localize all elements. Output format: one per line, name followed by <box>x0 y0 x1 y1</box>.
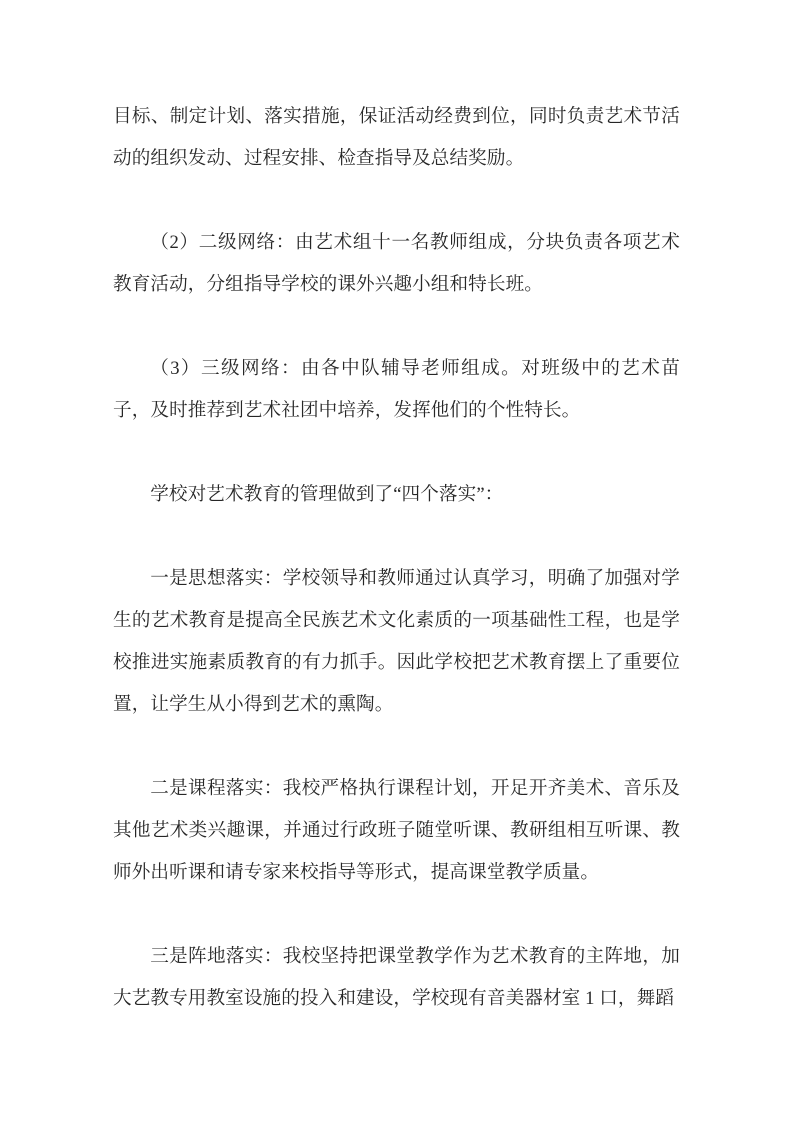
paragraph-implementation-3-facilities: 三是阵地落实：我校坚持把课堂教学作为艺术教育的主阵地，加大艺教专用教室设施的投入和建设，学校现有音美器材室 1 口，舞蹈 <box>113 946 680 1009</box>
paragraph-four-implementations-heading: 学校对艺术教育的管理做到了“四个落实”： <box>150 484 504 505</box>
paragraph-implementation-2-curriculum: 二是课程落实：我校严格执行课程计划，开足开齐美术、音乐及其他艺术类兴趣课，并通过行政班子随堂听课、教研组相互听课、教师外出听课和请专家来校指导等形式，提高课堂教学质量。 <box>113 778 680 883</box>
document-content <box>113 96 680 1020</box>
paragraph-implementation-1-thought: 一是思想落实：学校领导和教师通过认真学习，明确了加强对学生的艺术教育是提高全民族艺术文化素质的一项基础性工程，也是学校推进实施素质教育的有力抓手。因此学校把艺术教育摆上了重要位置，让学生从小得到艺术的熏陶。 <box>113 568 680 715</box>
paragraph-continuation: 目标、制定计划、落实措施，保证活动经费到位，同时负责艺术节活动的组织发动、过程安排、检查指导及总结奖励。 <box>113 106 680 169</box>
paragraph-network-level3: （3）三级网络：由各中队辅导老师组成。对班级中的艺术苗子，及时推荐到艺术社团中培养，发挥他们的个性特长。 <box>113 358 680 421</box>
paragraph-network-level2: （2）二级网络：由艺术组十一名教师组成，分块负责各项艺术教育活动，分组指导学校的课外兴趣小组和特长班。 <box>113 232 680 295</box>
